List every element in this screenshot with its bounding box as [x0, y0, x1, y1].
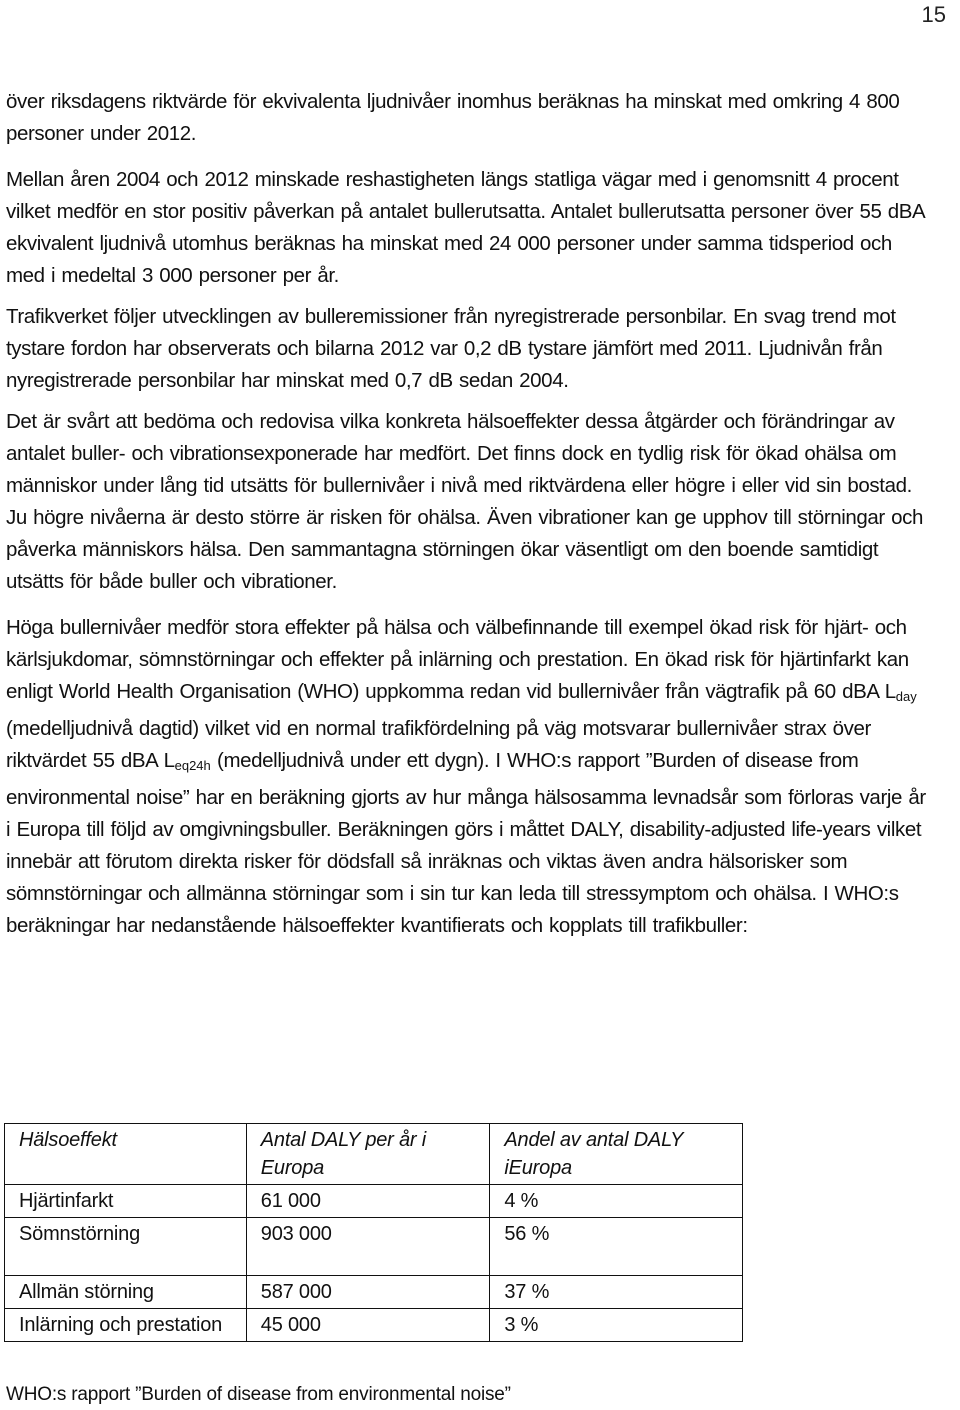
cell-effect: Inlärning och prestation: [5, 1309, 247, 1342]
table-row: [5, 1218, 743, 1276]
table-header-row: [5, 1124, 743, 1185]
cell-share: 3 %: [490, 1309, 743, 1342]
paragraph-5-part-2: (medelljudnivå dagtid) vilket vid en normal trafikfördelning på väg motsvarar bullernivåer strax över riktvärdet 55 dBA L: [6, 717, 871, 772]
cell-count: 45 000: [246, 1309, 490, 1342]
cell-share: 56 %: [490, 1218, 743, 1276]
table-row: [5, 1185, 743, 1218]
daly-table: [4, 1123, 743, 1342]
paragraph-5-part-1: Höga bullernivåer medför stora effekter på hälsa och välbefinnande till exempel ökad risk för hjärt- och kärlsjukdomar, sömnstörningar och effekter på inlärning och prestation. En ökad risk för hjärtinfarkt kan enligt World Health Organisation (WHO) uppkomma redan vid bullernivåer från vägtrafik på 60 dBA L: [6, 616, 909, 703]
document-body: [6, 86, 936, 956]
subscript-day: day: [895, 689, 917, 704]
cell-effect: Sömnstörning: [5, 1218, 247, 1276]
cell-effect: Allmän störning: [5, 1276, 247, 1309]
paragraph-1: över riksdagens riktvärde för ekvivalenta ljudnivåer inomhus beräknas ha minskat med omkring 4 800 personer under 2012.: [6, 90, 900, 145]
header-daly-share: Andel av antal DALY iEuropa: [490, 1124, 743, 1185]
table-row: [5, 1276, 743, 1309]
table-row: [5, 1309, 743, 1342]
cell-count: 61 000: [246, 1185, 490, 1218]
paragraph-5: [6, 612, 936, 942]
cell-effect: Hjärtinfarkt: [5, 1185, 247, 1218]
cell-share: 37 %: [490, 1276, 743, 1309]
paragraph-2: Mellan åren 2004 och 2012 minskade reshastigheten längs statliga vägar med i genomsnitt 4 procent vilket medför en stor positiv påverkan på antalet bullerutsatta. Antalet bullerutsatta personer över 55 dBA ekvivalent ljudnivå utomhus beräknas ha minskat med 24 000 personer under samma tidsperiod och med i medeltal 3 000 personer per år.: [6, 168, 925, 287]
cell-share: 4 %: [490, 1185, 743, 1218]
paragraph-4: Det är svårt att bedöma och redovisa vilka konkreta hälsoeffekter dessa åtgärder och förändringar av antalet buller- och vibrationsexponerade har medfört. Det finns dock en tydlig risk för ökad ohälsa om människor under lång tid utsätts för bullernivåer i nivå med riktvärdena eller högre i eller vid sin bostad. Ju högre nivåerna är desto större är risken för ohälsa. Även vibrationer kan ge upphov till störningar och påverka människors hälsa. Den sammantagna störningen ökar väsentligt om den boende samtidigt utsätts för både buller och vibrationer.: [6, 410, 923, 593]
table-caption: WHO:s rapport ”Burden of disease from environmental noise”: [6, 1384, 511, 1405]
cell-count: 903 000: [246, 1218, 490, 1276]
paragraph-5-part-3: (medelljudnivå under ett dygn). I WHO:s rapport ”Burden of disease from environmental noise” har en beräkning gjorts av hur många hälsosamma levnadsår som förloras varje år i Europa till följd av omgivningsbuller. Beräkningen görs i måttet DALY, disability-adjusted life-years vilket innebär att förutom direkta risker för dödsfall så inräknas och viktas även andra hälsorisker som sömnstörningar och allmänna störningar som i sin tur kan leda till stressymptom och ohälsa. I WHO:s beräkningar har nedanstående hälsoeffekter kvantifierats och kopplats till trafikbuller:: [6, 749, 926, 937]
header-daly-count: Antal DALY per år i Europa: [246, 1124, 490, 1185]
paragraph-3: Trafikverket följer utvecklingen av bulleremissioner från nyregistrerade personbilar. En svag trend mot tystare fordon har observerats och bilarna 2012 var 0,2 dB tystare jämfört med 2011. Ljudnivån från nyregistrerade personbilar har minskat med 0,7 dB sedan 2004.: [6, 305, 896, 392]
header-health-effect: Hälsoeffekt: [5, 1124, 247, 1185]
cell-count: 587 000: [246, 1276, 490, 1309]
page-number: 15: [921, 2, 946, 27]
subscript-eq24h: eq24h: [174, 758, 211, 773]
